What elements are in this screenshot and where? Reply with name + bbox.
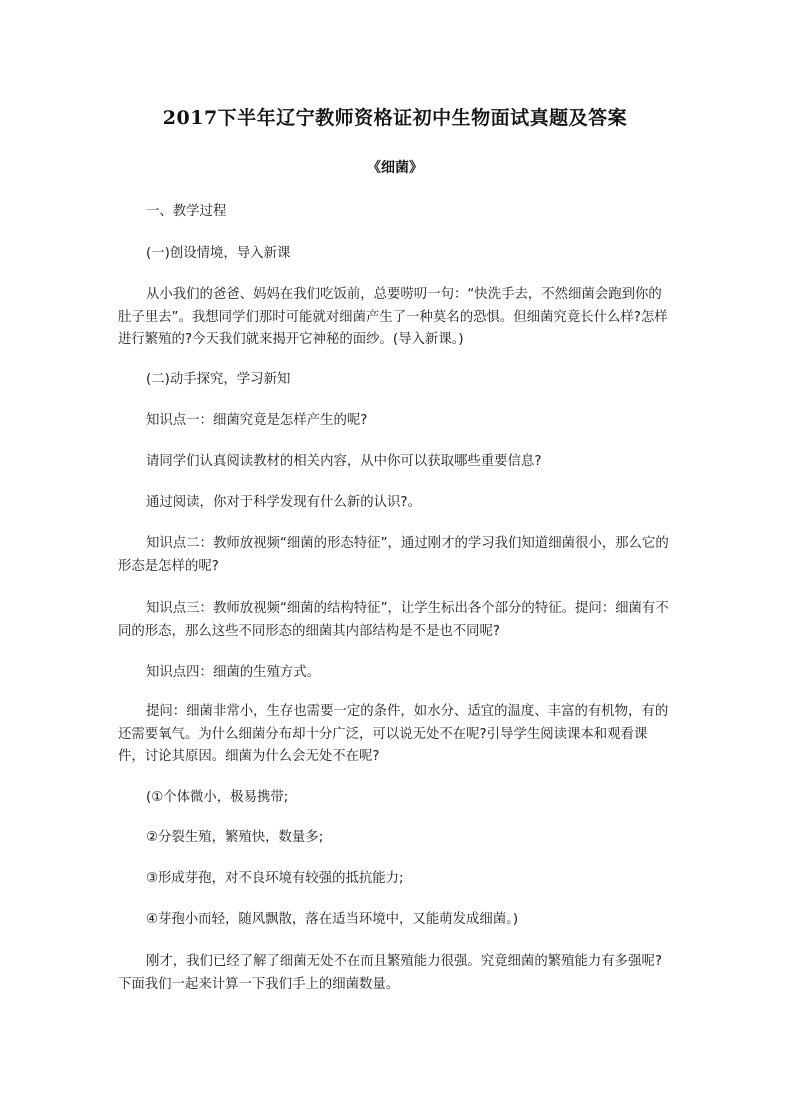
body-paragraph: 请同学们认真阅读教材的相关内容，从中你可以获取哪些重要信息? [146,454,542,469]
knowledge-point: 知识点二：教师放视频“细菌的形态特征”，通过刚才的学习我们知道细菌很小，那么它的形态是怎样的呢? [118,536,669,574]
knowledge-point: 知识点三：教师放视频“细菌的结构特征”，让学生标出各个部分的特征。提问：细菌有不同的形态，那么这些不同形态的细菌其内部结构是不是也不同呢? [118,601,669,639]
subsection-heading: (二)动手探究，学习新知 [146,372,291,387]
list-item: ②分裂生殖，繁殖快，数量多; [146,830,324,845]
knowledge-point: 知识点一：细菌究竟是怎样产生的呢? [146,413,368,428]
body-paragraph: 刚才，我们已经了解了细菌无处不在而且繁殖能力很强。究竟细菌的繁殖能力有多强呢?下面我们一起来计算一下我们手上的细菌数量。 [118,954,662,992]
subsection-heading: (一)创设情境，导入新课 [146,246,291,261]
list-item: ③形成芽孢，对不良环境有较强的抵抗能力; [146,871,404,886]
knowledge-point: 知识点四：细菌的生殖方式。 [146,665,321,680]
body-paragraph: 通过阅读，你对于科学发现有什么新的认识?。 [146,495,421,510]
section-heading: 一、教学过程 [146,204,227,219]
body-paragraph: 从小我们的爸爸、妈妈在我们吃饭前，总要唠叨一句：“快洗手去，不然细菌会跑到你的肚子里去”。我想同学们那时可能就对细菌产生了一种莫名的恐惧。但细菌究竟长什么样?怎样进行繁殖的?今天我们就来揭开它神秘的面纱。(导入新课。) [118,287,668,347]
document-subtitle: 《细菌》 [367,160,423,176]
list-item: ④芽孢小而轻，随风飘散，落在适当环境中，又能萌发成细菌。) [146,912,519,927]
body-paragraph: 提问：细菌非常小，生存也需要一定的条件，如水分、适宜的温度、丰富的有机物，有的还需要氧气。为什么细菌分布却十分广泛，可以说无处不在呢?引导学生阅读课本和观看课件，讨论其原因。细菌为什么会无处不在呢? [118,704,669,764]
list-item: (①个体微小，极易携带; [146,790,289,805]
document-title: 2017下半年辽宁教师资格证初中生物面试真题及答案 [162,107,628,129]
